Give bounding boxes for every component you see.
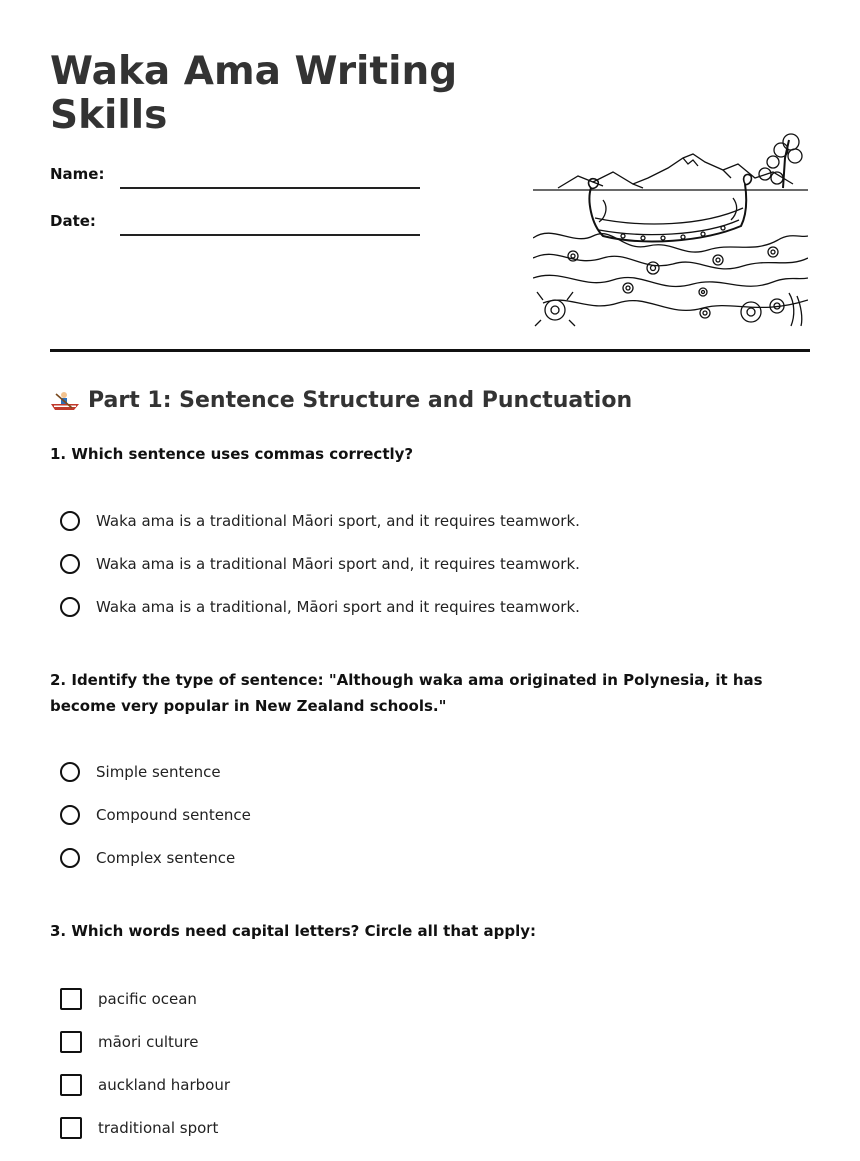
option-label: Compound sentence xyxy=(96,806,251,824)
checkbox[interactable] xyxy=(60,1074,82,1096)
question-1: 1. Which sentence uses commas correctly? xyxy=(50,445,414,463)
option-label: Waka ama is a traditional, Māori sport and it requires teamwork. xyxy=(96,598,580,616)
question-2: 2. Identify the type of sentence: "Although waka ama originated in Polynesia, it has become very popular in New Zealand schools." xyxy=(50,671,763,715)
checkbox[interactable] xyxy=(60,1117,82,1139)
question-3-option-d[interactable] xyxy=(60,1117,218,1139)
worksheet-title: Waka Ama Writing Skills xyxy=(50,49,458,138)
question-2-option-a[interactable] xyxy=(60,762,221,782)
date-label: Date: xyxy=(50,212,96,230)
question-3: 3. Which words need capital letters? Circle all that apply: xyxy=(50,922,537,940)
question-1-option-c[interactable] xyxy=(60,597,580,617)
question-2-option-b[interactable] xyxy=(60,805,251,825)
option-label: māori culture xyxy=(98,1033,199,1051)
checkbox[interactable] xyxy=(60,988,82,1010)
option-label: Waka ama is a traditional Māori sport and, it requires teamwork. xyxy=(96,555,580,573)
question-3-option-a[interactable] xyxy=(60,988,197,1010)
checkbox[interactable] xyxy=(60,1031,82,1053)
rowboat-icon xyxy=(50,390,80,412)
option-label: auckland harbour xyxy=(98,1076,231,1094)
option-label: Simple sentence xyxy=(96,763,221,781)
radio-button[interactable] xyxy=(60,848,80,868)
name-label: Name: xyxy=(50,165,105,183)
question-1-option-b[interactable] xyxy=(60,554,580,574)
question-3-option-c[interactable] xyxy=(60,1074,230,1096)
waka-canoe-illustration xyxy=(533,128,808,328)
name-field[interactable] xyxy=(120,187,420,189)
question-1-option-a[interactable] xyxy=(60,511,580,531)
option-label: traditional sport xyxy=(98,1119,219,1137)
section-title-text: Part 1: Sentence Structure and Punctuation xyxy=(88,388,633,413)
section-heading xyxy=(50,388,632,413)
radio-button[interactable] xyxy=(60,805,80,825)
question-3-option-b[interactable] xyxy=(60,1031,198,1053)
option-label: Complex sentence xyxy=(96,849,236,867)
option-label: Waka ama is a traditional Māori sport, and it requires teamwork. xyxy=(96,512,580,530)
option-label: pacific ocean xyxy=(98,990,197,1008)
header-divider xyxy=(50,349,810,352)
radio-button[interactable] xyxy=(60,554,80,574)
radio-button[interactable] xyxy=(60,511,80,531)
question-2-option-c[interactable] xyxy=(60,848,235,868)
radio-button[interactable] xyxy=(60,762,80,782)
date-field[interactable] xyxy=(120,234,420,236)
radio-button[interactable] xyxy=(60,597,80,617)
